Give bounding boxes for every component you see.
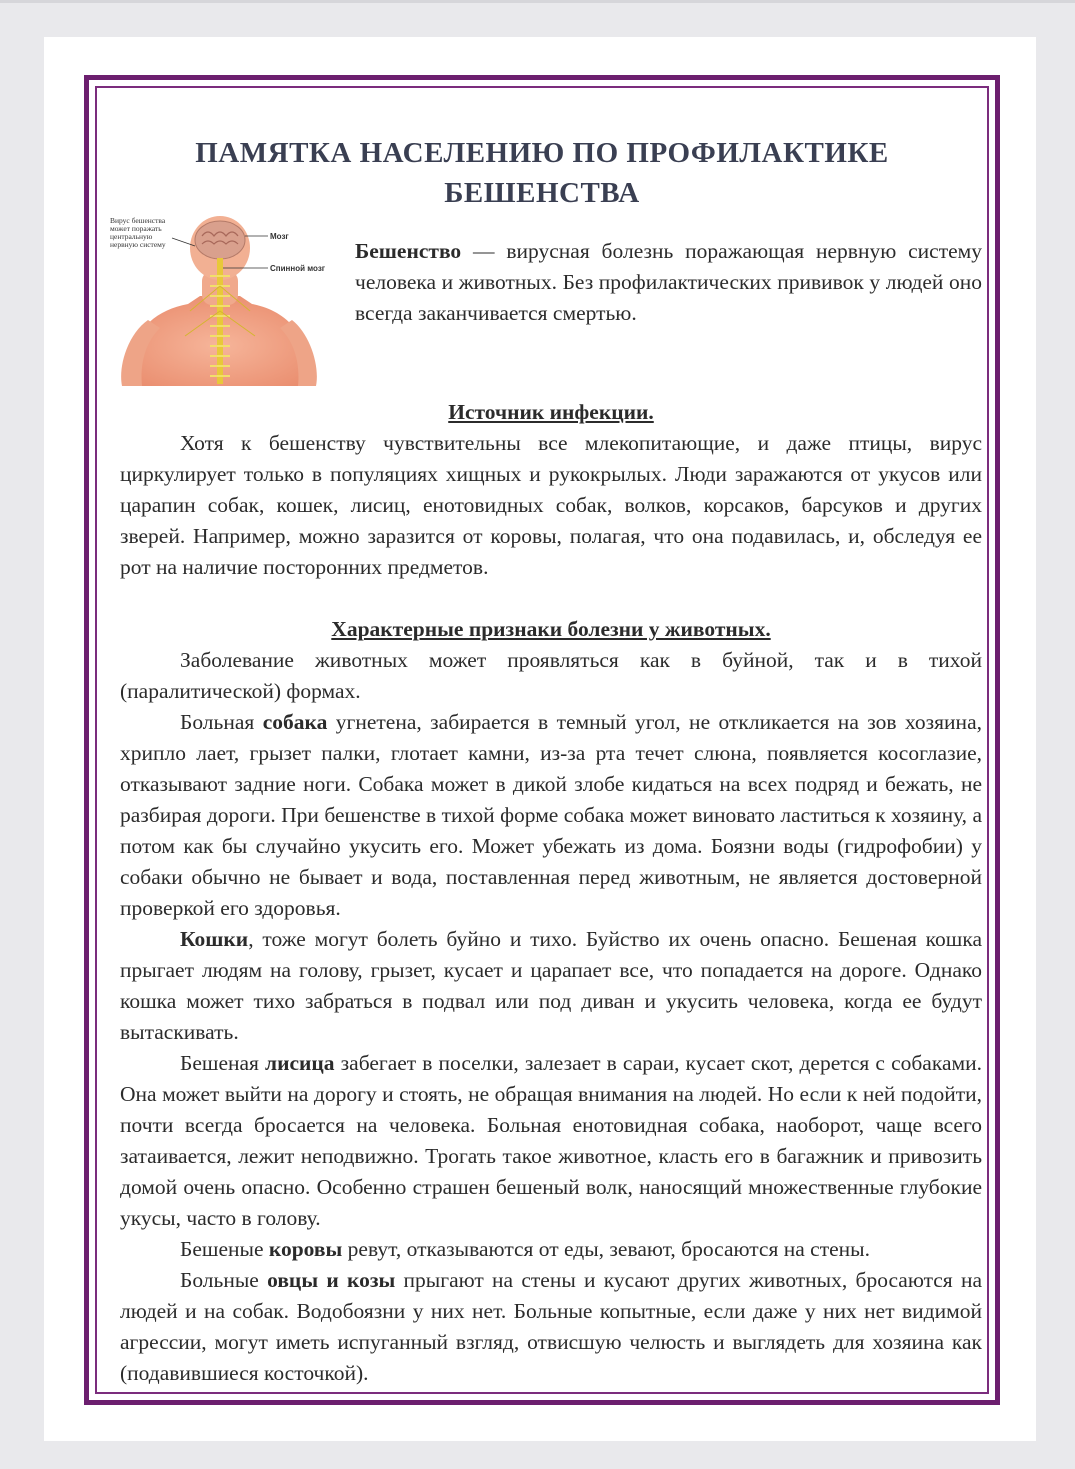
paragraph-dog bbox=[120, 707, 982, 924]
page-title bbox=[110, 133, 974, 213]
decorative-frame-outer bbox=[84, 75, 1000, 1405]
cats-term: Кошки bbox=[180, 927, 249, 951]
intro-paragraph bbox=[355, 236, 982, 329]
document-page[interactable] bbox=[44, 37, 1036, 1441]
fox-pre: Бешеная bbox=[180, 1051, 266, 1075]
cows-pre: Бешеные bbox=[180, 1237, 269, 1261]
sheep-term: овцы и козы bbox=[267, 1268, 396, 1292]
fox-term: лисица bbox=[265, 1051, 335, 1075]
figure-caption-line-1: Вирус бешенства bbox=[110, 216, 166, 225]
sheep-pre: Больные bbox=[180, 1268, 268, 1292]
page-content bbox=[110, 101, 983, 1385]
figure-label-spine: Спинной мозг bbox=[270, 264, 326, 273]
dog-text: угнетена, забирается в темный угол, не откликается на зов хозяина, хрипло лает, грызет палки, глотает камни, из-за рта течет слюна, появляется косоглазие, отказывают задние ноги. Собака может в дикой злобе кидаться на всех подряд и бежать, не разбирая дороги. При бешенстве в тихой форме собака может виновато ластиться к хозяину, а потом как бы случайно укусить его. Может убежать из дома. Боязни воды (гидрофобии) у собаки обычно не бывает и вода, поставленная перед животным, не является достоверной проверкой его здоровья. bbox=[120, 710, 982, 920]
nervous-system-illustration bbox=[110, 216, 335, 386]
figure-caption-line-4: нервную систему bbox=[110, 240, 166, 249]
figure-caption-line-3: центральную bbox=[110, 232, 153, 241]
cows-text: ревут, отказываются от еды, зевают, бросаются на стены. bbox=[342, 1237, 870, 1261]
paragraph-infection-source: Хотя к бешенству чувствительны все млекопитающие, и даже птицы, вирус циркулирует только в популяциях хищных и рукокрылых. Люди заражаются от укусов или царапин собак, кошек, лисиц, енотовидных собак, волков, корсаков, барсуков и других зверей. Например, можно заразится от коровы, полагая, что она подавилась, и, обследуя ее рот на наличие посторонних предметов. bbox=[120, 431, 982, 579]
title-line-2: БЕШЕНСТВА bbox=[444, 177, 640, 209]
intro-text: — вирусная болезнь поражающая нервную систему человека и животных. Без профилактических прививок у людей оно всегда заканчивается смертью. bbox=[355, 239, 982, 325]
fox-text: забегает в поселки, залезает в сараи, кусает скот, дерется с собаками. Она может выйти на дорогу и стоять, не обращая внимания на людей. Но если к ней подойти, почти всегда бросается на человека. Больная енотовидная собака, наоборот, чаще всего затаивается, лежит неподвижно. Трогать такое животное, класть его в багажник и привозить домой очень опасно. Особенно страшен бешеный волк, наносящий множественные глубокие укусы, часто в голову. bbox=[120, 1051, 982, 1230]
title-line-1: ПАМЯТКА НАСЕЛЕНИЮ ПО ПРОФИЛАКТИКЕ bbox=[195, 137, 889, 169]
intro-term: Бешенство bbox=[355, 239, 462, 263]
paragraph-cats bbox=[120, 924, 982, 1048]
page-top-divider bbox=[0, 0, 1075, 3]
paragraph-forms: Заболевание животных может проявляться как в буйной, так и в тихой (паралитической) формах. bbox=[120, 648, 982, 703]
figure-caption-line-2: может поражать bbox=[110, 224, 162, 233]
section-heading-symptoms: Характерные признаки болезни у животных. bbox=[331, 617, 771, 641]
human-spine-image bbox=[110, 216, 335, 386]
paragraph-cows bbox=[120, 1234, 982, 1265]
figure-label-brain: Мозг bbox=[270, 232, 289, 241]
section-heading-infection-source: Источник инфекции. bbox=[448, 400, 654, 424]
cows-term: коровы bbox=[268, 1237, 343, 1261]
sheep-text: прыгают на стены и кусают других животных, бросаются на людей и на собак. Водобоязни у них нет. Больные копытные, если даже у них нет видимой агрессии, могут иметь испуганный взгляд, отвисшую челюсть и выглядеть для хозяина как (подавившиеся косточкой). bbox=[120, 1268, 983, 1385]
cats-text: , тоже могут болеть буйно и тихо. Буйство их очень опасно. Бешеная кошка прыгает людям на голову, грызет, кусает и царапает все, что попадается на дороге. Однако кошка может тихо забраться в подвал или под диван и укусить человека, когда ее будут вытаскивать. bbox=[120, 927, 982, 1044]
main-text bbox=[120, 397, 982, 1389]
paragraph-fox bbox=[120, 1048, 982, 1234]
decorative-frame-inner bbox=[95, 86, 989, 1394]
dog-pre: Больная bbox=[180, 710, 263, 734]
paragraph-sheep-goats bbox=[120, 1265, 982, 1389]
dog-term: собака bbox=[262, 710, 328, 734]
